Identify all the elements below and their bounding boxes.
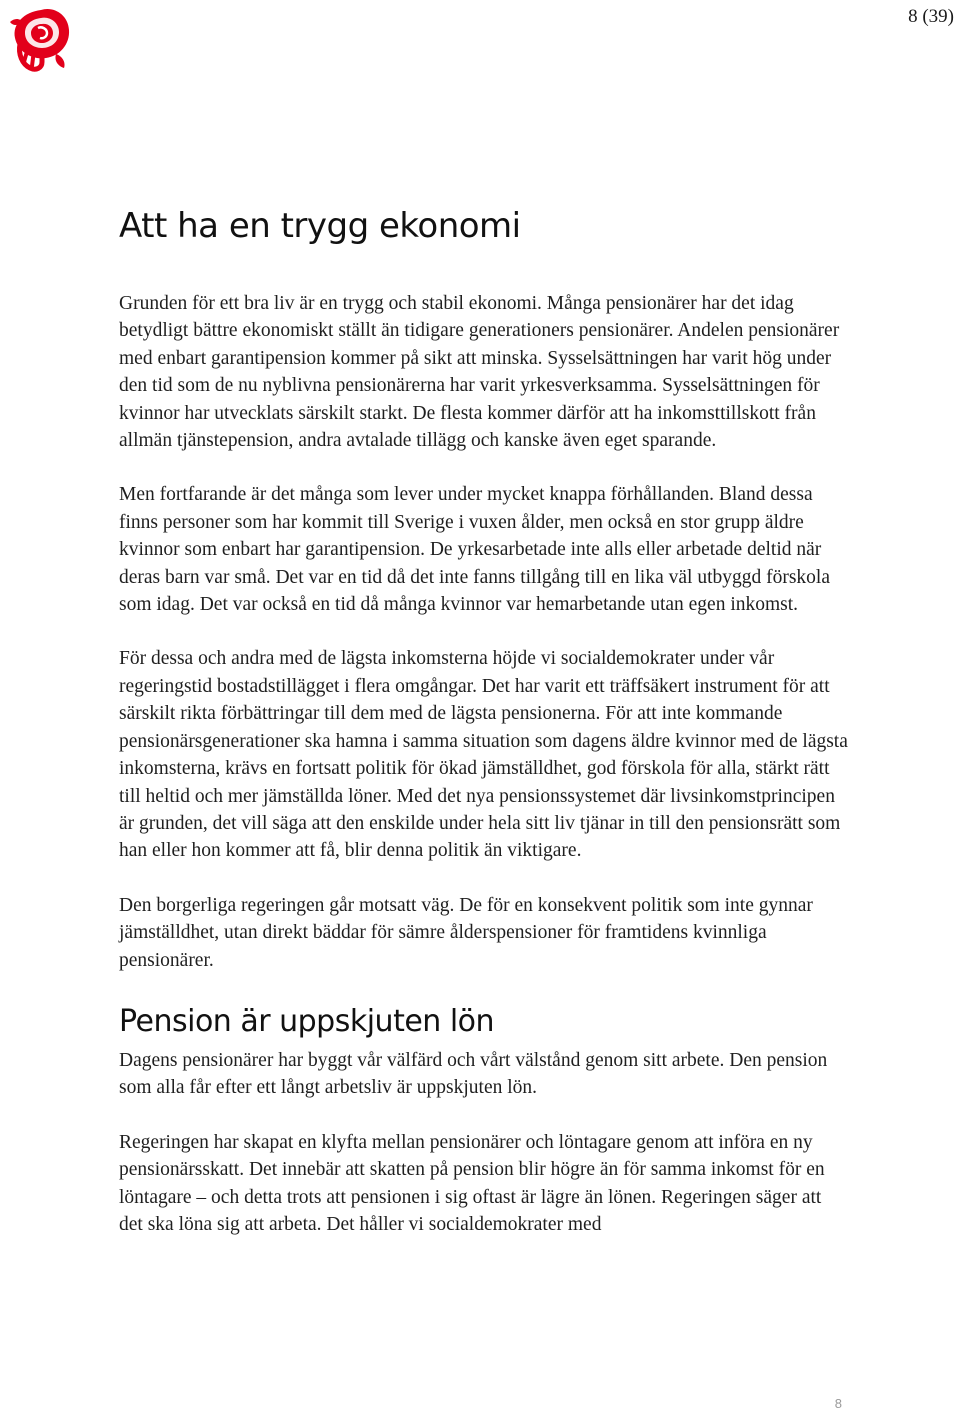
rose-logo-icon (8, 4, 74, 74)
paragraph-4: Den borgerliga regeringen går motsatt väg. De för en konsekvent politik som inte gynnar jämställdhet, utan direkt bäddar för sämre ålderspensioner för framtidens kvinnliga pensionärer. (119, 894, 813, 971)
paragraph-2: Men fortfarande är det många som lever under mycket knappa förhållanden. Bland dessa finns personer som har kommit till Sverige i vuxen ålder, men också en stor grupp äldre kvinnor som enbart har garantipension. De yrkesarbetade inte alls eller arbetade deltid när deras barn var små. Det var en tid då det inte fanns tillgång till en lika väl utbyggd förskola som idag. Det var också en tid då många kvinnor var hemarbetande utan egen inkomst. (119, 484, 831, 616)
page-title: Att ha en trygg ekonomi (119, 206, 521, 246)
footer-page-number: 8 (834, 1396, 842, 1411)
document-body (119, 200, 849, 1238)
section-paragraph-2: Regeringen har skapat en klyfta mellan pensionärer och löntagare genom att införa en ny pensionärsskatt. Det innebär att skatten på pension blir högre än för samma inkomst för en löntagare – och detta trots att pensionen i sig oftast är lägre än lönen. Regeringen säger att det ska löna sig att arbeta. Det håller vi socialdemokrater med (119, 1131, 825, 1235)
section-paragraph-1: Dagens pensionärer har byggt vår välfärd och vårt välstånd genom sitt arbete. Den pension som alla får efter ett långt arbetsliv är uppskjuten lön. (119, 1049, 828, 1099)
page-counter: 8 (39) (908, 6, 954, 27)
paragraph-1: Grunden för ett bra liv är en trygg och stabil ekonomi. Många pensionärer har det idag betydligt bättre ekonomiskt ställt än tidigare generationers pensionärer. Andelen pensionärer med enbart garantipension kommer på sikt att minska. Sysselsättningen har varit hög under den tid som de nu nyblivna pensionärerna har varit yrkesverksamma. Sysselsättningen för kvinnor har utvecklats särskilt starkt. De flesta kommer därför att ha inkomsttillskott från allmän tjänstepension, andra avtalade tillägg och kanske även eget sparande. (119, 293, 840, 452)
paragraph-3: För dessa och andra med de lägsta inkomsterna höjde vi socialdemokrater under vår regeringstid bostadstillägget i flera omgångar. Det har varit ett träffsäkert instrument för att särskilt rikta förbättringar till dem med de lägsta pensionerna. För att inte kommande pensionärsgenerationer ska hamna i samma situation som dagens äldre kvinnor med de lägsta inkomsterna, krävs en fortsatt politik för ökad jämställdhet, god förskola för alla, stärkt rätt till heltid och mer jämställda löner. Med det nya pensionssystemet där livsinkomstprincipen är grunden, det vill säga att den enskilde under hela sitt liv tjänar in till den pensionsrätt som han eller hon kommer att få, blir denna politik än viktigare. (119, 648, 848, 862)
section-heading: Pension är uppskjuten lön (119, 1003, 495, 1039)
